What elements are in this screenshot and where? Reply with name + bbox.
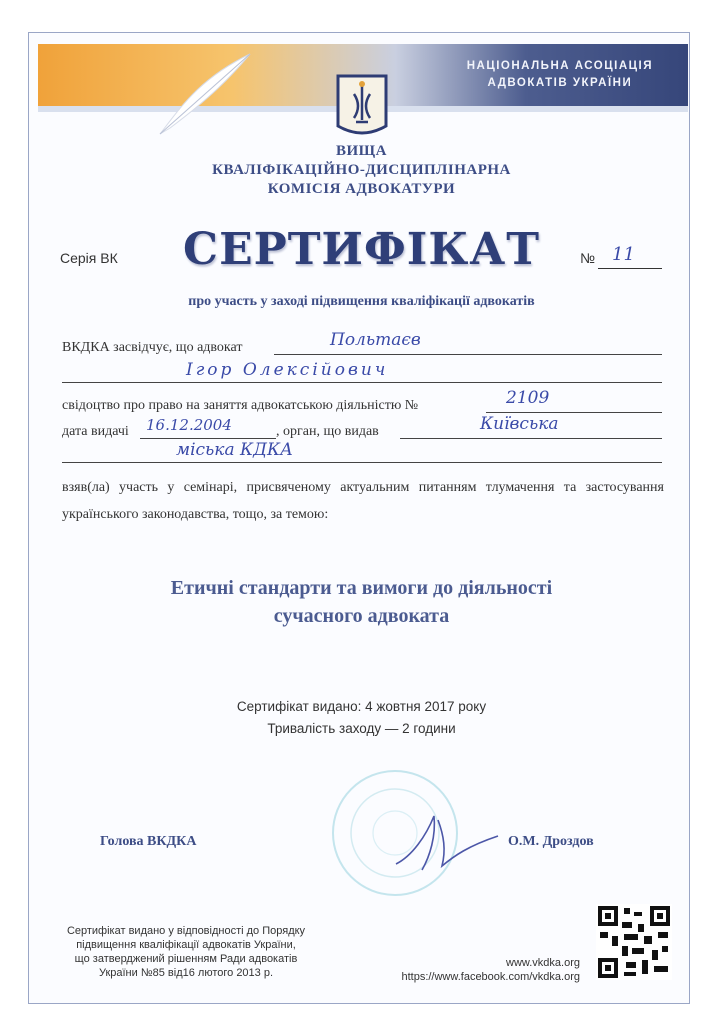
- number-label: №: [580, 250, 596, 266]
- seminar-topic: [0, 574, 723, 630]
- event-duration: Тривалість заходу — 2 години: [267, 721, 456, 736]
- head-name: О.М. Дроздов: [508, 834, 594, 849]
- association-line-1: НАЦІОНАЛЬНА АСОЦІАЦІЯ: [466, 60, 653, 72]
- legal-note-line-4: України №85 від16 лютого 2013 р.: [98, 967, 274, 979]
- handwritten-signature-icon: [392, 806, 502, 876]
- legal-note: [36, 924, 336, 980]
- commission-name: [0, 142, 723, 199]
- association-name: [467, 58, 653, 92]
- attest-label: ВКДКА засвідчує, що адвокат: [62, 340, 243, 355]
- certificate-title: СЕРТИФІКАТ: [183, 224, 540, 275]
- legal-note-line-1: Сертифікат видано у відповідності до Порядку: [66, 925, 306, 937]
- license-label: свідоцтво про право на заняття адвокатською діяльністю №: [62, 398, 419, 413]
- issuer-continuation-underline: [62, 444, 662, 463]
- license-number: 2109: [506, 388, 550, 408]
- series-label: Серія ВК: [60, 250, 118, 266]
- facebook-link[interactable]: https://www.facebook.com/vkdka.org: [401, 971, 580, 983]
- surname-value: Польтаєв: [330, 330, 421, 350]
- name-value: Ігор Олексійович: [186, 360, 389, 380]
- head-title: Голова ВКДКА: [100, 834, 197, 849]
- legal-note-line-3: що затверджений рішенням Ради адвокатів: [74, 953, 298, 965]
- qr-code-icon[interactable]: [596, 904, 672, 980]
- commission-line-1: ВИЩА: [336, 143, 387, 159]
- date-value: 16.12.2004: [146, 416, 232, 434]
- association-line-2: АДВОКАТІВ УКРАЇНИ: [487, 77, 633, 89]
- issue-info: [0, 696, 723, 740]
- issuer-line-1: Київська: [480, 414, 559, 434]
- legal-note-line-2: підвищення кваліфікації адвокатів України,: [76, 939, 296, 951]
- issuer-label: , орган, що видав: [276, 424, 379, 439]
- website-link[interactable]: www.vkdka.org: [506, 957, 580, 969]
- issued-date: Сертифікат видано: 4 жовтня 2017 року: [236, 699, 487, 714]
- date-label: дата видачі: [62, 424, 129, 439]
- commission-line-2: КВАЛІФІКАЦІЙНО-ДИСЦИПЛІНАРНА: [212, 162, 511, 178]
- issuer-line-2: міська КДКА: [176, 440, 294, 460]
- certificate-number: 11: [612, 244, 635, 265]
- footer-links: [401, 956, 580, 984]
- participation-text: взяв(ла) участь у семінарі, присвяченому актуальним питанням тлумачення та застосування українського законодавства, тощо, за темою:: [62, 480, 664, 522]
- topic-line-2: сучасного адвоката: [273, 605, 450, 627]
- certificate-subtitle: про участь у заході підвищення кваліфікації адвокатів: [188, 294, 535, 309]
- commission-line-3: КОМІСІЯ АДВОКАТУРИ: [267, 181, 456, 197]
- bar-association-emblem-icon: [334, 72, 390, 138]
- topic-line-1: Етичні стандарти та вимоги до діяльності: [170, 577, 553, 599]
- feather-icon: [150, 48, 260, 138]
